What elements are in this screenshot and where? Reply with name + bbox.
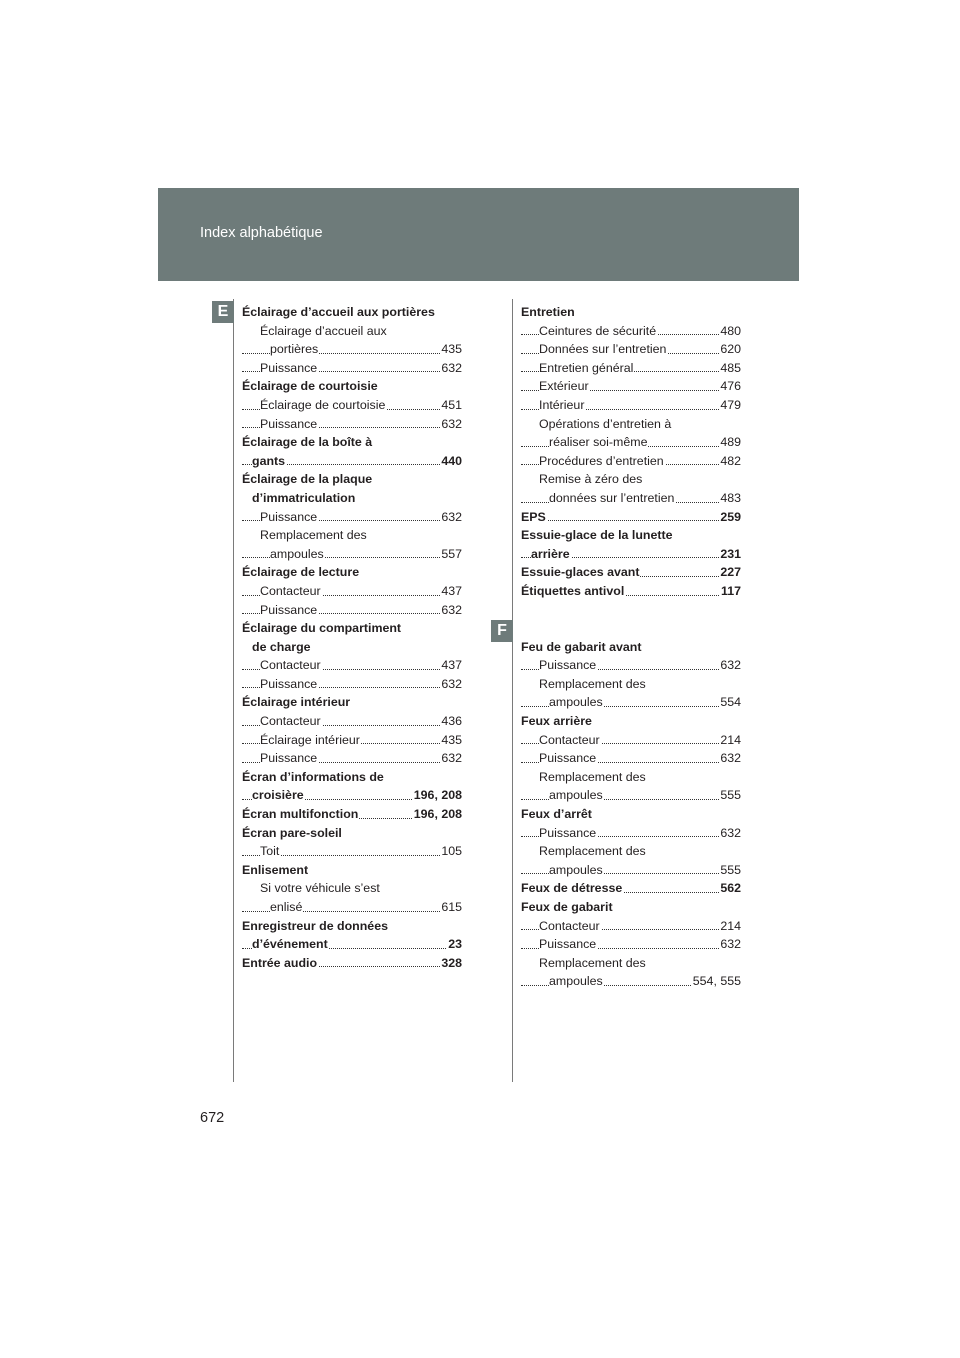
index-entry-d-evenement: [242, 935, 462, 954]
entry-text: Remplacement des: [260, 528, 367, 543]
entry-page-ref: 482: [719, 452, 741, 471]
entry-page-ref: 632: [440, 601, 462, 620]
section-gap: [521, 619, 741, 638]
entry-text: Écran multifonction: [242, 807, 359, 822]
entry-text: Étiquettes antivol: [521, 583, 625, 598]
entry-page-ref: 489: [719, 433, 741, 452]
index-entry-enregistreur-de-donnees: [242, 917, 462, 936]
entry-text: Contacteur: [260, 583, 321, 598]
index-entry-ampoules: [242, 545, 462, 564]
entry-text: Écran d’informations de: [242, 769, 384, 784]
entry-text: Enregistreur de données: [242, 918, 388, 933]
entry-text: Puissance: [539, 751, 597, 766]
entry-text: Écran pare-soleil: [242, 825, 342, 840]
page-number: 672: [200, 1110, 225, 1126]
entry-text: Éclairage d’accueil aux: [260, 323, 387, 338]
index-entry-exterieur: [521, 377, 741, 396]
index-entry-contacteur: [242, 656, 462, 675]
entry-text: ampoules: [549, 788, 603, 803]
entry-text: Éclairage de courtoisie: [242, 379, 378, 394]
entry-page-ref: 480: [719, 322, 741, 341]
index-entry-eclairage-de-la-boite-a: [242, 433, 462, 452]
entry-text: Enlisement: [242, 862, 309, 877]
index-entry-puissance: [242, 675, 462, 694]
entry-page-ref: 632: [440, 359, 462, 378]
entry-text: portières: [270, 342, 319, 357]
entry-text: Procédures d’entretien: [539, 453, 664, 468]
entry-text: Toit: [260, 844, 280, 859]
index-entry-eclairage-du-compartiment: [242, 619, 462, 638]
index-entry-puissance: [521, 935, 741, 954]
entry-text: Remplacement des: [539, 676, 646, 691]
entry-page-ref: 440: [440, 452, 462, 471]
entry-text: Intérieur: [539, 397, 585, 412]
index-entry-ecran-d-informations-de: [242, 768, 462, 787]
entry-page-ref: 231: [719, 545, 741, 564]
entry-text: Contacteur: [539, 918, 600, 933]
index-entry-puissance: [242, 601, 462, 620]
entry-page-ref: 632: [440, 508, 462, 527]
entry-text: Puissance: [539, 937, 597, 952]
index-entry-feux-d-arret: [521, 805, 741, 824]
entry-text: Puissance: [260, 360, 318, 375]
index-entry-puissance: [521, 749, 741, 768]
entry-page-ref: 562: [719, 879, 741, 898]
entry-text: Feu de gabarit avant: [521, 639, 642, 654]
entry-text: Éclairage de la plaque: [242, 472, 373, 487]
entry-text: Entretien général: [539, 360, 634, 375]
index-entry-remplacement-des: [521, 675, 741, 694]
index-entry-arriere: [521, 545, 741, 564]
index-entry-etiquettes-antivol: [521, 582, 741, 601]
entry-page-ref: 632: [440, 415, 462, 434]
entry-text: ampoules: [270, 546, 324, 561]
entry-text: Contacteur: [260, 714, 321, 729]
index-entry-gants: [242, 452, 462, 471]
entry-page-ref: 615: [440, 898, 462, 917]
entry-text: Remplacement des: [539, 955, 646, 970]
index-entry-ampoules: [521, 786, 741, 805]
entry-page-ref: 483: [719, 489, 741, 508]
index-entry-de-charge: [242, 638, 462, 657]
index-entry-eclairage-d-accueil-aux: [242, 322, 462, 341]
entry-page-ref: 555: [719, 861, 741, 880]
index-entry-croisiere: [242, 786, 462, 805]
index-entry-d-immatriculation: [242, 489, 462, 508]
entry-page-ref: 259: [719, 508, 741, 527]
index-entry-ampoules: [521, 693, 741, 712]
entry-page-ref: 196, 208: [413, 805, 462, 824]
entry-page-ref: 214: [719, 917, 741, 936]
entry-text: Entretien: [521, 305, 575, 319]
entry-text: ampoules: [549, 695, 603, 710]
index-entry-realiser-soi-meme: [521, 433, 741, 452]
entry-text: Contacteur: [539, 732, 600, 747]
index-entry-donnees-sur-l-entretien: [521, 489, 741, 508]
entry-text: Essuie-glaces avant: [521, 565, 640, 580]
entry-page-ref: 196, 208: [413, 786, 462, 805]
index-entry-entretien-general: [521, 359, 741, 378]
index-entry-eclairage-interieur: [242, 693, 462, 712]
entry-page-ref: 435: [440, 340, 462, 359]
page-header: [158, 188, 799, 281]
index-entry-procedures-d-entretien: [521, 452, 741, 471]
index-entry-puissance: [521, 824, 741, 843]
entry-text: Opérations d’entretien à: [539, 416, 672, 431]
index-entry-interieur: [521, 396, 741, 415]
index-entry-si-votre-vehicule-s-est: [242, 879, 462, 898]
entry-page-ref: 328: [440, 954, 462, 973]
index-entry-puissance: [242, 749, 462, 768]
entry-text: Remplacement des: [539, 769, 646, 784]
entry-text: Éclairage de la boîte à: [242, 435, 373, 450]
letter-tab-f: F: [491, 620, 513, 642]
column-divider-right: [512, 299, 513, 1082]
entry-text: enlisé: [270, 900, 303, 914]
entry-text: Puissance: [260, 676, 318, 691]
entry-text: Puissance: [260, 416, 318, 431]
entry-page-ref: 479: [719, 396, 741, 415]
entry-page-ref: 632: [440, 675, 462, 694]
entry-text: Éclairage d’accueil aux portières: [242, 305, 435, 319]
index-entry-eps: [521, 508, 741, 527]
entry-page-ref: 436: [440, 712, 462, 731]
index-entry-entretien: [521, 303, 741, 322]
index-entry-feux-de-gabarit: [521, 898, 741, 917]
entry-page-ref: 451: [440, 396, 462, 415]
index-entry-feu-de-gabarit-avant: [521, 638, 741, 657]
entry-page-ref: 557: [440, 545, 462, 564]
index-entry-remplacement-des: [521, 842, 741, 861]
entry-text: Éclairage intérieur: [260, 732, 360, 747]
entry-page-ref: 632: [719, 749, 741, 768]
index-entry-portieres: [242, 340, 462, 359]
index-entry-remplacement-des: [521, 954, 741, 973]
entry-text: croisière: [252, 788, 304, 803]
section-gap: [521, 601, 741, 620]
entry-text: Feux arrière: [521, 714, 592, 729]
entry-text: réaliser soi-même: [549, 435, 648, 450]
entry-text: Puissance: [539, 825, 597, 840]
entry-text: Contacteur: [260, 658, 321, 673]
entry-text: Remise à zéro des: [539, 472, 643, 487]
entry-page-ref: 555: [719, 786, 741, 805]
entry-text: Ceintures de sécurité: [539, 323, 657, 338]
index-entry-ampoules: [521, 861, 741, 880]
entry-text: ampoules: [549, 862, 603, 877]
entry-page-ref: 214: [719, 731, 741, 750]
letter-tab-e: E: [212, 301, 234, 323]
entry-page-ref: 476: [719, 377, 741, 396]
entry-text: arrière: [531, 546, 570, 561]
entry-page-ref: 23: [447, 935, 462, 954]
entry-page-ref: 117: [720, 582, 741, 601]
entry-text: Éclairage de courtoisie: [260, 397, 386, 412]
index-column-left: [242, 303, 462, 972]
index-entry-enlisement: [242, 861, 462, 880]
index-entry-essuie-glace-de-la-lunette: [521, 526, 741, 545]
index-entry-operations-d-entretien-a: [521, 415, 741, 434]
index-entry-remplacement-des: [242, 526, 462, 545]
entry-text: Feux de gabarit: [521, 900, 613, 914]
entry-text: Feux d’arrêt: [521, 807, 592, 822]
entry-page-ref: 435: [440, 731, 462, 750]
index-entry-ecran-pare-soleil: [242, 824, 462, 843]
entry-text: Éclairage intérieur: [242, 695, 351, 710]
index-entry-eclairage-interieur: [242, 731, 462, 750]
index-entry-eclairage-de-la-plaque: [242, 470, 462, 489]
entry-text: gants: [252, 453, 286, 468]
index-entry-puissance: [521, 656, 741, 675]
index-entry-essuie-glaces-avant: [521, 563, 741, 582]
entry-page-ref: 437: [440, 656, 462, 675]
index-entry-remise-a-zero-des: [521, 470, 741, 489]
index-entry-contacteur: [521, 731, 741, 750]
entry-text: données sur l’entretien: [549, 490, 675, 505]
entry-text: Éclairage de lecture: [242, 565, 360, 580]
index-entry-ecran-multifonction: [242, 805, 462, 824]
entry-page-ref: 632: [719, 935, 741, 954]
entry-page-ref: 632: [719, 824, 741, 843]
entry-text: ampoules: [549, 974, 603, 989]
index-column-right: [521, 303, 741, 991]
index-entry-contacteur: [242, 582, 462, 601]
entry-text: d’événement: [252, 937, 328, 952]
index-entry-ampoules: [521, 972, 741, 991]
index-entry-contacteur: [521, 917, 741, 936]
index-entry-feux-de-detresse: [521, 879, 741, 898]
entry-page-ref: 554, 555: [692, 972, 741, 991]
index-entry-puissance: [242, 359, 462, 378]
index-entry-entree-audio: [242, 954, 462, 973]
index-entry-eclairage-de-lecture: [242, 563, 462, 582]
entry-text: Puissance: [260, 751, 318, 766]
index-entry-eclairage-d-accueil-aux-portieres: [242, 303, 462, 322]
index-entry-remplacement-des: [521, 768, 741, 787]
entry-page-ref: 105: [440, 842, 462, 861]
column-divider-left: [233, 299, 234, 1082]
entry-page-ref: 554: [719, 693, 741, 712]
entry-text: de charge: [252, 639, 311, 654]
entry-page-ref: 632: [719, 656, 741, 675]
entry-text: Puissance: [260, 602, 318, 617]
entry-page-ref: 632: [440, 749, 462, 768]
index-entry-toit: [242, 842, 462, 861]
entry-page-ref: 437: [440, 582, 462, 601]
entry-page-ref: 227: [719, 563, 741, 582]
index-entry-puissance: [242, 508, 462, 527]
entry-text: Données sur l’entretien: [539, 342, 667, 357]
header-title: Index alphabétique: [200, 225, 323, 241]
entry-text: d’immatriculation: [252, 490, 356, 505]
entry-page-ref: 620: [719, 340, 741, 359]
index-entry-puissance: [242, 415, 462, 434]
index-entry-feux-arriere: [521, 712, 741, 731]
index-entry-eclairage-de-courtoisie: [242, 396, 462, 415]
entry-text: Puissance: [539, 658, 597, 673]
entry-text: Si votre véhicule s’est: [260, 881, 380, 896]
index-entry-donnees-sur-l-entretien: [521, 340, 741, 359]
entry-text: Extérieur: [539, 379, 589, 394]
entry-page-ref: 485: [719, 359, 741, 378]
index-entry-eclairage-de-courtoisie: [242, 377, 462, 396]
entry-text: Entrée audio: [242, 955, 318, 970]
index-entry-enlise: [242, 898, 462, 917]
index-entry-ceintures-de-securite: [521, 322, 741, 341]
entry-text: Essuie-glace de la lunette: [521, 528, 673, 543]
entry-text: Puissance: [260, 509, 318, 524]
entry-text: Feux de détresse: [521, 881, 623, 896]
entry-text: Remplacement des: [539, 844, 646, 859]
entry-text: Éclairage du compartiment: [242, 621, 402, 636]
entry-text: EPS: [521, 509, 546, 524]
index-entry-contacteur: [242, 712, 462, 731]
